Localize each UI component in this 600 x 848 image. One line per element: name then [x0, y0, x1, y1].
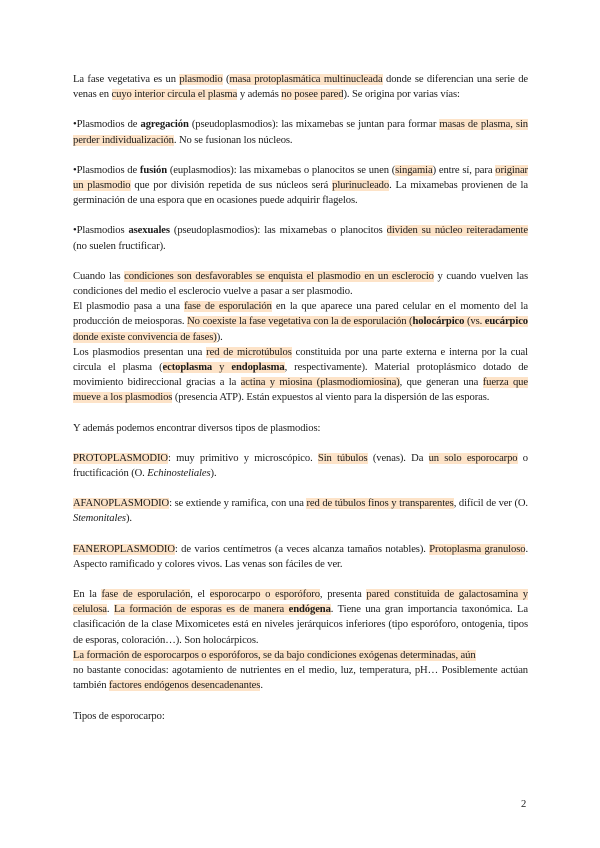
highlighted-text: PROTOPLASMODIO: [73, 452, 168, 464]
text-span: . Aspecto ramificado y colores vivos. Las venas son fáciles de ver.: [73, 543, 528, 570]
text-span: (pseudoplasmodios): las mixamebas se juntan para formar: [188, 119, 440, 131]
text-span: ).: [216, 331, 223, 343]
highlighted-text: FANEROPLASMODIO: [73, 543, 175, 555]
highlighted-text: holocárpico: [412, 316, 465, 328]
paragraph-gap: [73, 527, 528, 542]
text-span: que por división repetida de sus núcleos será: [130, 180, 333, 192]
text-span: y además: [237, 89, 282, 101]
text-span: : de varios centímetros (a veces alcanza tamaños notables).: [174, 543, 430, 555]
text-span: constituida por una parte externa e interna por la cual circula el plasma (: [73, 346, 528, 374]
text-span: En la: [73, 589, 102, 601]
paragraph: [73, 421, 528, 436]
text-span: •Plasmodios de: [73, 164, 140, 176]
paragraph: [73, 587, 528, 648]
text-span: ). Se origina por varias vías:: [343, 89, 460, 101]
paragraph: [73, 269, 528, 299]
highlighted-text: red de microtúbulos: [206, 346, 292, 358]
page-number: 2: [521, 799, 527, 810]
paragraph-gap: [73, 481, 528, 496]
paragraph-gap: [73, 694, 528, 709]
highlighted-text: red de túbulos finos y transparentes: [306, 498, 454, 510]
highlighted-text: fase de esporulación: [184, 301, 272, 313]
text-span: , respectivamente). Material protoplásmico dotado de movimiento bidireccional gracias a la: [73, 362, 529, 389]
highlighted-text: actina y miosina (plasmodiomiosina): [240, 377, 400, 389]
text-span: . No se fusionan los núcleos.: [173, 134, 293, 146]
text-span: y cuando vuelven las condiciones del medio el esclerocio vuelve a pasar a ser plasmodio.: [73, 270, 528, 298]
paragraph: [73, 542, 528, 572]
highlighted-text: pared constituida de galactosamina y celulosa: [73, 589, 528, 616]
highlighted-text: masa protoplasmática multinucleada: [229, 74, 383, 85]
text-span: donde se diferencian una serie de venas en: [73, 74, 528, 101]
paragraph: [73, 709, 528, 724]
text-span: ).: [210, 468, 217, 480]
text-span: . Tiene una gran importancia taxonómica. La clasificación de la clase Mixomicetes está en niveles jerárquicos inferiores (tipo esporóforo, ontogenia, tipos de esporas, coloración…). Son holocárpicos.: [73, 604, 529, 646]
highlighted-text: Protoplasma granuloso: [429, 543, 526, 555]
highlighted-text: endógena: [288, 604, 331, 616]
highlighted-text: condiciones son desfavorables se enquista el plasmodio en un esclerocio: [124, 270, 434, 282]
text-span: •Plasmodios de: [73, 119, 141, 131]
paragraph: [73, 663, 528, 693]
bold-text: agregación: [140, 119, 189, 131]
text-span: (presencia ATP). Están expuestos al viento para la dispersión de las esporas.: [172, 392, 490, 404]
paragraph-gap: [73, 254, 528, 269]
highlighted-text: eucárpico: [484, 316, 528, 328]
highlighted-text: fuerza que mueve a los plasmodios: [73, 377, 528, 404]
text-span: .: [106, 604, 114, 616]
paragraph: [73, 299, 528, 345]
text-span: no bastante conocidas: agotamiento de nutrientes en el medio, luz, temperatura, pH… Posiblemente actúan también: [73, 665, 528, 692]
paragraph: [73, 223, 528, 253]
highlighted-text: masas de plasma, sin perder individualización: [73, 119, 528, 146]
paragraph: [73, 496, 528, 526]
text-span: , difícil de ver (O.: [453, 498, 528, 510]
highlighted-text: Sin túbulos: [317, 452, 368, 464]
paragraph: [73, 72, 528, 102]
document-body: [73, 72, 528, 724]
text-span: . La mixamebas provienen de la germinación de una espora que en ocasiones puede adquirir flagelos.: [73, 180, 528, 207]
text-span: , el: [190, 589, 210, 601]
text-span: .: [260, 680, 263, 692]
highlighted-text: ectoplasma: [162, 362, 213, 374]
italic-text: Stemonitales: [73, 513, 126, 525]
highlighted-text: no posee pared: [281, 89, 344, 101]
highlighted-text: No coexiste la fase vegetativa con la de esporulación (: [187, 316, 413, 328]
highlighted-text: plurinucleado: [332, 180, 390, 192]
text-span: , que generan una: [399, 377, 483, 389]
highlighted-text: singamia: [395, 164, 433, 176]
highlighted-text: fase de esporulación: [101, 589, 191, 601]
highlighted-text: un solo esporocarpo: [428, 452, 518, 464]
highlighted-text: cuyo interior circula el plasma: [111, 89, 238, 101]
text-span: (: [222, 74, 230, 85]
highlighted-text: y: [212, 362, 232, 374]
text-span: en la que aparece una pared celular en el momento del la producción de meiosporas.: [73, 301, 529, 328]
highlighted-text: plasmodio: [179, 74, 223, 85]
text-span: Cuando las: [73, 270, 125, 282]
bold-text: fusión: [139, 164, 167, 176]
text-span: •Plasmodios: [73, 225, 129, 237]
text-span: (euplasmodios): las mixamebas o planocitos se unen (: [167, 164, 396, 176]
text-span: : se extiende y ramifica, con una: [169, 498, 307, 510]
bold-text: asexuales: [128, 225, 170, 237]
text-span: (pseudoplasmodios): las mixamebas o planocitos: [169, 225, 387, 237]
highlighted-text: dividen su núcleo reiteradamente: [386, 225, 528, 237]
highlighted-text: donde existe convivencia de fases): [73, 331, 217, 343]
text-span: Tipos de esporocarpo:: [73, 710, 165, 722]
highlighted-text: La formación de esporocarpos o esporóforos, se da bajo condiciones exógenas determinadas, aún: [73, 649, 476, 661]
paragraph-gap: [73, 102, 528, 117]
paragraph-gap: [73, 436, 528, 451]
text-span: (venas). Da: [367, 452, 429, 464]
text-span: o fructificación (O.: [73, 452, 528, 480]
text-span: (no suelen fructificar).: [73, 240, 166, 252]
italic-text: Echinosteliales: [147, 468, 211, 480]
paragraph: [73, 163, 528, 209]
text-span: Los plasmodios presentan una: [73, 346, 207, 358]
text-span: : muy primitivo y microscópico.: [167, 452, 318, 464]
paragraph-gap: [73, 148, 528, 163]
paragraph-gap: [73, 208, 528, 223]
text-span: , presenta: [319, 589, 367, 601]
paragraph: [73, 117, 528, 147]
paragraph-gap: [73, 572, 528, 587]
text-span: ).: [125, 513, 132, 525]
highlighted-text: esporocarpo o esporóforo: [209, 589, 320, 601]
highlighted-text: La formación de esporas es de manera: [113, 604, 289, 616]
paragraph: [73, 451, 528, 481]
paragraph-gap: [73, 406, 528, 421]
paragraph: [73, 648, 528, 663]
highlighted-text: originar un plasmodio: [73, 164, 528, 192]
highlighted-text: factores endógenos desencadenantes: [108, 680, 261, 692]
highlighted-text: AFANOPLASMODIO: [73, 498, 170, 510]
highlighted-text: (vs.: [464, 316, 485, 328]
paragraph: [73, 345, 528, 406]
text-span: ) entre sí, para: [432, 164, 496, 176]
text-span: Y además podemos encontrar diversos tipos de plasmodios:: [73, 422, 321, 434]
text-span: El plasmodio pasa a una: [73, 301, 185, 313]
highlighted-text: endoplasma: [231, 362, 285, 374]
text-span: La fase vegetativa es un: [73, 74, 180, 85]
